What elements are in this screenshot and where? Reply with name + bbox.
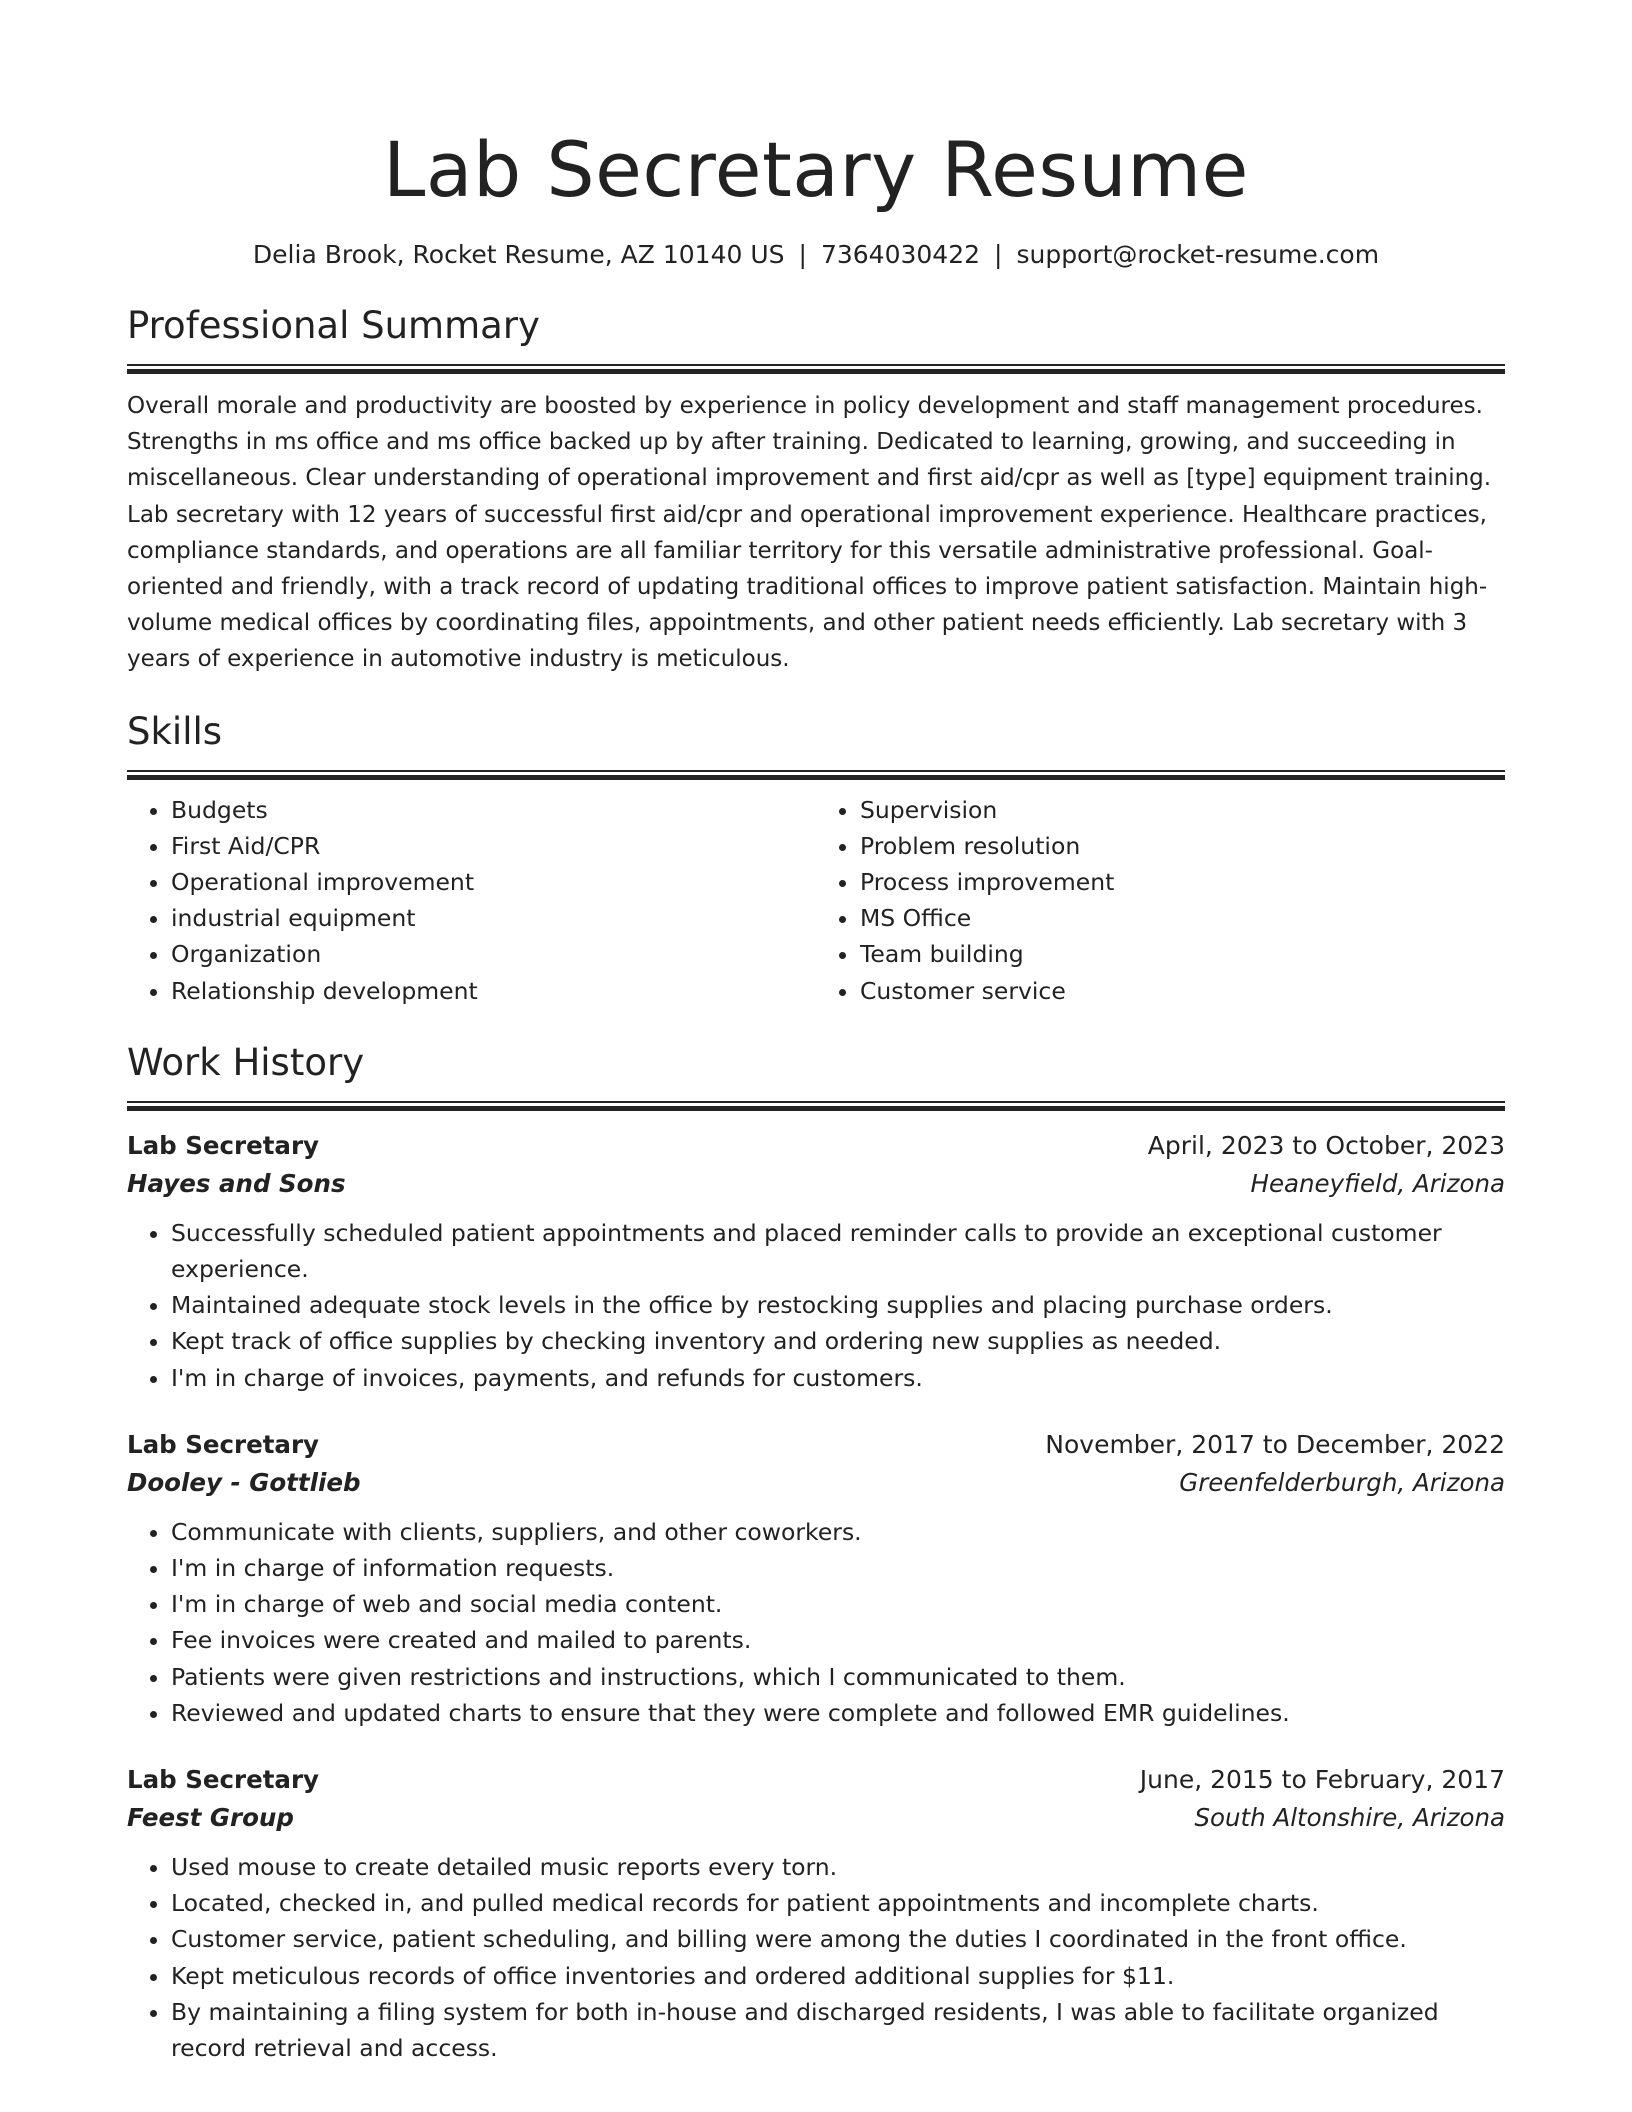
contact-phone: 7364030422 <box>820 240 981 269</box>
contact-email: support@rocket-resume.com <box>1016 240 1380 269</box>
job-location: Greenfelderburgh, Arizona <box>1179 1467 1505 1497</box>
section-heading-work-history: Work History <box>127 1040 365 1084</box>
job-dates: November, 2017 to December, 2022 <box>1045 1429 1505 1459</box>
job-dates: April, 2023 to October, 2023 <box>1147 1130 1505 1160</box>
job-company-row <box>127 1165 1505 1203</box>
job-bullet: • Maintained adequate stock levels in the office by restocking supplies and placing purchase orders. <box>171 1287 1505 1323</box>
job-company: Feest Group <box>127 1803 294 1833</box>
job-bullets <box>127 1514 1505 1731</box>
job-company-row <box>127 1464 1505 1502</box>
job-bullet: • Located, checked in, and pulled medical records for patient appointments and incomplete charts. <box>171 1885 1505 1921</box>
job-title: Lab Secretary <box>127 1130 319 1160</box>
section-professional-summary <box>127 302 1505 678</box>
job-bullet: • Fee invoices were created and mailed to parents. <box>171 1622 1505 1658</box>
skill-item: • Customer service <box>860 973 1505 1009</box>
section-divider <box>127 770 1505 780</box>
job-bullet: • Customer service, patient scheduling, and billing were among the duties I coordinated in the front office. <box>171 1921 1505 1957</box>
skill-item: • Process improvement <box>860 864 1505 900</box>
job-bullets <box>127 1215 1505 1396</box>
skill-item: • Team building <box>860 936 1505 972</box>
skill-item: • Problem resolution <box>860 828 1505 864</box>
job-bullets <box>127 1849 1505 2066</box>
job-company: Hayes and Sons <box>127 1168 346 1198</box>
section-divider <box>127 364 1505 374</box>
summary-text: Overall morale and productivity are boosted by experience in policy development and staff management procedures. Strengths in ms office and ms office backed up by after training. Dedicated to learning, growing, and succeeding in miscellaneous. Clear understanding of operational improvement and first aid/cpr as well as [type] equipment training. Lab secretary with 12 years of successful first aid/cpr and operational improvement experience. Healthcare practices, compliance standards, and operations are all familiar territory for this versatile administrative professional. Goal-oriented and friendly, with a track record of updating traditional offices to improve patient satisfaction. Maintain high-volume medical offices by coordinating files, appointments, and other patient needs efficiently. Lab secretary with 3 years of experience in automotive industry is meticulous. <box>127 393 1492 673</box>
skill-item: • Budgets <box>171 792 816 828</box>
page-title: Lab Secretary Resume <box>383 125 1249 214</box>
job-bullet: • Used mouse to create detailed music reports every torn. <box>171 1849 1505 1885</box>
section-heading-summary: Professional Summary <box>127 304 540 347</box>
skills-list-right <box>816 792 1505 1009</box>
job-title: Lab Secretary <box>127 1429 319 1459</box>
job-bullet: • Kept track of office supplies by checking inventory and ordering new supplies as needed. <box>171 1323 1505 1359</box>
section-skills <box>127 708 1505 1009</box>
job-location: Heaneyfield, Arizona <box>1250 1168 1505 1198</box>
job-header-row <box>127 1761 1505 1799</box>
job-location: South Altonshire, Arizona <box>1194 1803 1505 1833</box>
skill-item: • Supervision <box>860 792 1505 828</box>
job-bullet: • I'm in charge of information requests. <box>171 1550 1505 1586</box>
skill-item: • MS Office <box>860 900 1505 936</box>
job-bullet: • Patients were given restrictions and instructions, which I communicated to them. <box>171 1659 1505 1695</box>
job-bullet: • Communicate with clients, suppliers, and other coworkers. <box>171 1514 1505 1550</box>
contact-address: Delia Brook, Rocket Resume, AZ 10140 US <box>252 240 785 269</box>
job-company-row <box>127 1799 1505 1837</box>
job-bullet: • Successfully scheduled patient appointments and placed reminder calls to provide an exceptional customer experience. <box>171 1215 1505 1287</box>
skill-item: • Operational improvement <box>171 864 816 900</box>
contact-separator: | <box>798 240 807 269</box>
job-dates: June, 2015 to February, 2017 <box>1139 1765 1505 1795</box>
section-divider <box>127 1101 1505 1111</box>
job-bullet: • Kept meticulous records of office inventories and ordered additional supplies for $11. <box>171 1958 1505 1994</box>
job-bullet: • Reviewed and updated charts to ensure that they were complete and followed EMR guidelines. <box>171 1695 1505 1731</box>
contact-separator: | <box>994 240 1003 269</box>
job-entry <box>127 1761 1505 2066</box>
job-entry <box>127 1426 1505 1731</box>
job-header-row <box>127 1426 1505 1464</box>
skills-columns <box>127 792 1505 1009</box>
skill-item: • Organization <box>171 936 816 972</box>
contact-line <box>127 238 1505 272</box>
skill-item: • Relationship development <box>171 973 816 1009</box>
job-bullet: • I'm in charge of invoices, payments, and refunds for customers. <box>171 1360 1505 1396</box>
job-title: Lab Secretary <box>127 1765 319 1795</box>
job-header-row <box>127 1127 1505 1165</box>
section-work-history <box>127 1039 1505 2066</box>
job-company: Dooley - Gottlieb <box>127 1467 361 1497</box>
skill-item: • First Aid/CPR <box>171 828 816 864</box>
job-bullet: • By maintaining a filing system for both in-house and discharged residents, I was able to facilitate organized record retrieval and access. <box>171 1994 1505 2066</box>
section-heading-skills: Skills <box>127 709 223 753</box>
skill-item: • industrial equipment <box>171 900 816 936</box>
job-bullet: • I'm in charge of web and social media content. <box>171 1586 1505 1622</box>
job-entry <box>127 1127 1505 1396</box>
skills-list-left <box>127 792 816 1009</box>
